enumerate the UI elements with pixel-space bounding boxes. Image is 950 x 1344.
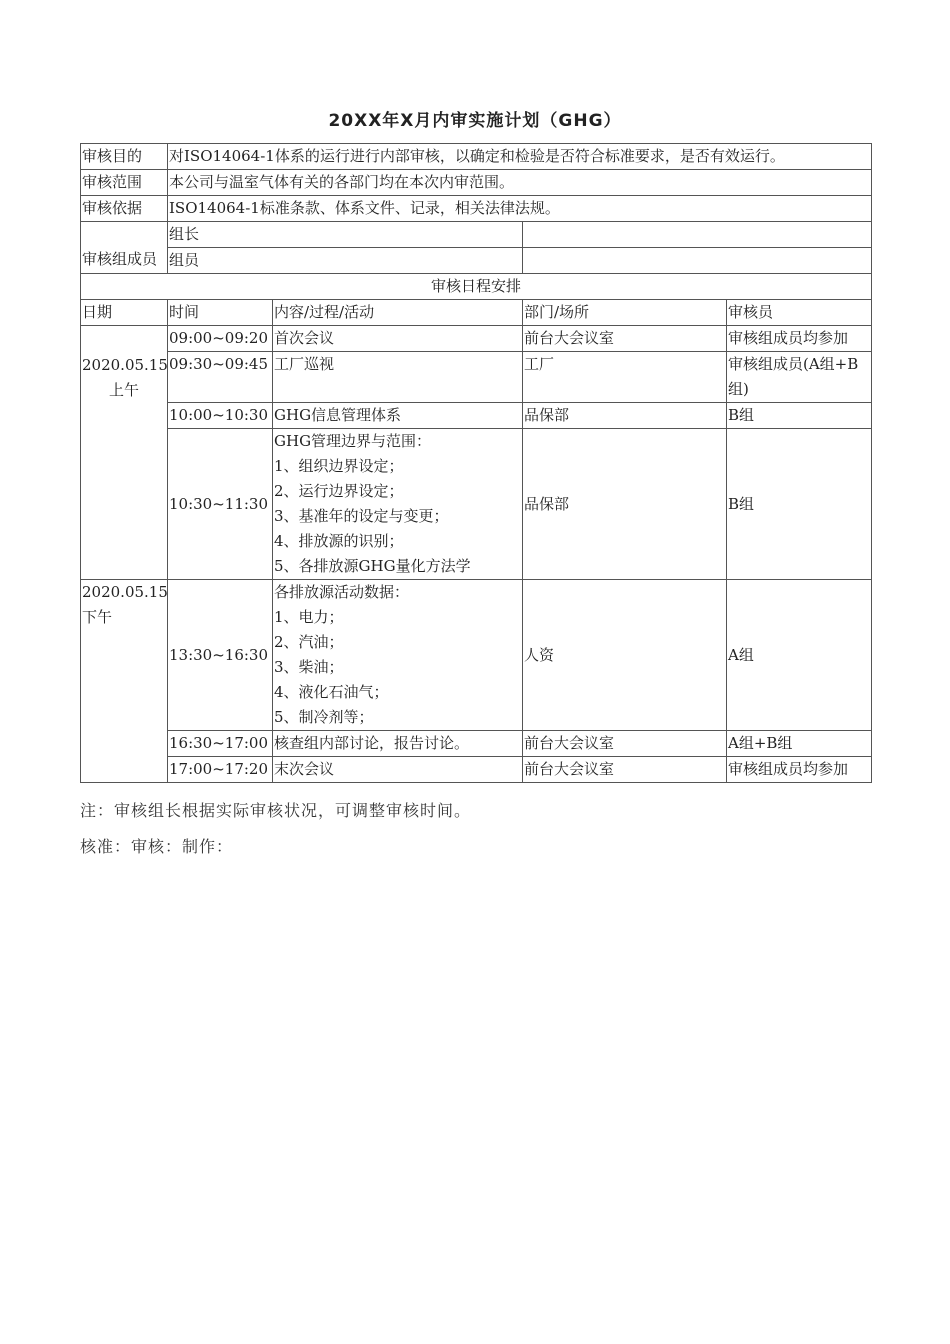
schedule-header-row: [81, 300, 872, 326]
row-content: 工厂巡视: [273, 352, 523, 403]
header-content: 内容/过程/活动: [273, 300, 523, 326]
basis-value: ISO14064-1标准条款、体系文件、记录，相关法律法规。: [168, 196, 872, 222]
basis-row: [81, 196, 872, 222]
table-row: [81, 326, 872, 352]
table-row: [81, 580, 872, 731]
row-auditor: B组: [727, 403, 872, 429]
header-auditor: 审核员: [727, 300, 872, 326]
content-line: 1、组织边界设定；: [274, 457, 404, 475]
row-time: 13:30~16:30: [168, 580, 273, 731]
row-content: 核查组内部讨论，报告讨论。: [273, 731, 523, 757]
content-line: 4、液化石油气；: [274, 683, 389, 701]
purpose-value: 对ISO14064-1体系的运行进行内部审核，以确定和检验是否符合标准要求，是否有效运行。: [168, 144, 872, 170]
row-dept: 品保部: [523, 429, 727, 580]
row-content: [273, 580, 523, 731]
schedule-heading-row: [81, 274, 872, 300]
row-time: 09:30~09:45: [168, 352, 273, 403]
content-line: 5、制冷剂等；: [274, 708, 374, 726]
row-dept: 工厂: [523, 352, 727, 403]
header-time: 时间: [168, 300, 273, 326]
morning-date-cell: [81, 326, 168, 580]
schedule-heading: 审核日程安排: [81, 274, 872, 300]
header-dept: 部门/场所: [523, 300, 727, 326]
row-content: 首次会议: [273, 326, 523, 352]
row-content: 末次会议: [273, 757, 523, 783]
row-auditor: A组+B组: [727, 731, 872, 757]
row-dept: 品保部: [523, 403, 727, 429]
table-row: [81, 403, 872, 429]
row-dept: 前台大会议室: [523, 757, 727, 783]
table-row: [81, 757, 872, 783]
afternoon-period: 下午: [82, 608, 113, 626]
row-dept: 前台大会议室: [523, 731, 727, 757]
row-time: 17:00~17:20: [168, 757, 273, 783]
signature-line: 核准：审核：制作：: [80, 837, 234, 856]
morning-period: 上午: [108, 380, 139, 399]
team-leader-row: [81, 222, 872, 248]
scope-label: 审核范围: [81, 170, 168, 196]
row-auditor: 审核组成员均参加: [727, 757, 872, 783]
member-label: 组员: [168, 248, 523, 274]
purpose-row: [81, 144, 872, 170]
row-time: 16:30~17:00: [168, 731, 273, 757]
purpose-label: 审核目的: [81, 144, 168, 170]
header-date: 日期: [81, 300, 168, 326]
team-member-row: [81, 248, 872, 274]
row-auditor: B组: [727, 429, 872, 580]
table-row: [81, 429, 872, 580]
audit-plan-table: [80, 143, 872, 783]
afternoon-date: 2020.05.15: [82, 583, 168, 601]
row-time: 10:00~10:30: [168, 403, 273, 429]
table-row: [81, 352, 872, 403]
row-auditor: A组: [727, 580, 872, 731]
row-auditor: 审核组成员(A组+B组): [727, 352, 872, 403]
leader-label: 组长: [168, 222, 523, 248]
content-line: 3、柴油；: [274, 658, 344, 676]
content-line: 5、各排放源GHG量化方法学: [274, 557, 471, 575]
basis-label: 审核依据: [81, 196, 168, 222]
content-line: 1、电力；: [274, 608, 344, 626]
afternoon-date-cell: [81, 580, 168, 783]
scope-value: 本公司与温室气体有关的各部门均在本次内审范围。: [168, 170, 872, 196]
leader-value: [523, 222, 872, 248]
page-title: 20XX年X月内审实施计划（GHG）: [328, 111, 622, 131]
team-label: 审核组成员: [81, 222, 168, 274]
morning-date: 2020.05.15: [82, 355, 168, 374]
content-line: 3、基准年的设定与变更；: [274, 507, 449, 525]
content-line: 2、运行边界设定；: [274, 482, 404, 500]
content-line: 4、排放源的识别；: [274, 532, 404, 550]
table-row: [81, 731, 872, 757]
row-time: 10:30~11:30: [168, 429, 273, 580]
member-value: [523, 248, 872, 274]
row-time: 09:00~09:20: [168, 326, 273, 352]
row-auditor: 审核组成员均参加: [727, 326, 872, 352]
footnote: 注：审核组长根据实际审核状况，可调整审核时间。: [80, 801, 472, 820]
content-line: 2、汽油；: [274, 633, 344, 651]
scope-row: [81, 170, 872, 196]
row-content: [273, 429, 523, 580]
row-content: GHG信息管理体系: [273, 403, 523, 429]
content-line: GHG管理边界与范围：: [274, 432, 432, 450]
row-dept: 人资: [523, 580, 727, 731]
row-dept: 前台大会议室: [523, 326, 727, 352]
content-line: 各排放源活动数据：: [274, 583, 410, 601]
